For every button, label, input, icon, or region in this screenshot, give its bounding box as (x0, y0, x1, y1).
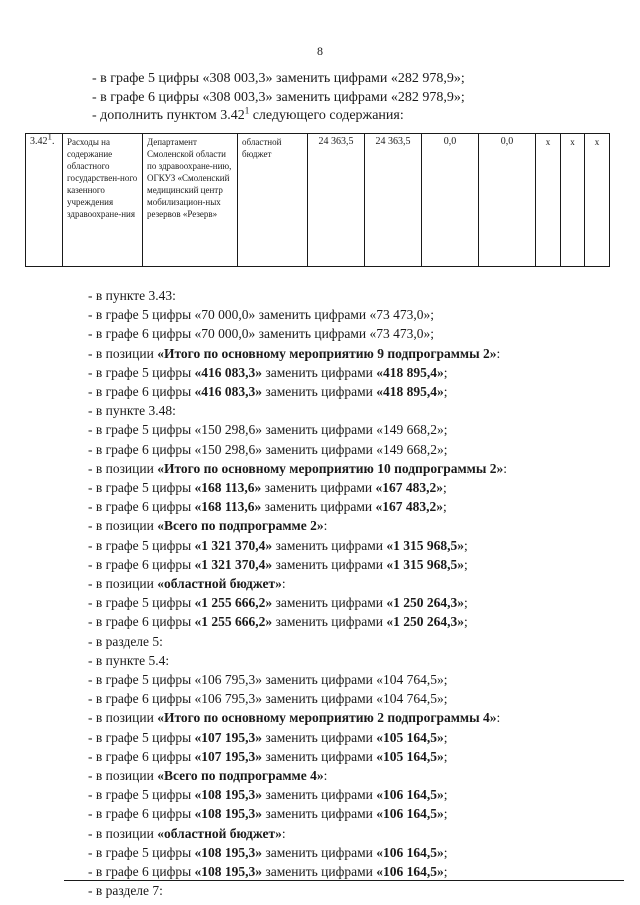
amendment-bold-text: «418 895,4» (376, 384, 444, 400)
amendment-line (88, 843, 618, 862)
amendment-text: - в пункте 3.43: (88, 288, 176, 303)
amendment-bold-text: «105 164,5» (376, 748, 444, 764)
table-row (26, 134, 610, 267)
amendment-text: ; (463, 614, 468, 630)
amendment-text: - в графе 5 цифры «106 795,3» заменить цифрами «104 764,5»; (88, 672, 448, 688)
amendment-bold-text: «107 195,3» (194, 748, 263, 764)
amendment-bold-text: «1 250 264,3» (386, 595, 464, 611)
amendment-bold-text: «108 195,3» (194, 787, 263, 803)
amendment-text: заменить цифрами (262, 787, 377, 803)
amendment-line (88, 497, 618, 516)
amendment-text: - в позиции (88, 710, 158, 726)
amendment-line (88, 305, 618, 324)
amendment-text: - в позиции (88, 576, 158, 592)
amendment-line (88, 478, 618, 497)
amendment-text: - в графе 6 цифры «150 298,6» заменить цифрами «149 668,2»; (88, 441, 448, 457)
amendment-text: заменить цифрами (262, 729, 377, 745)
amendment-text: заменить цифрами (262, 806, 377, 822)
amendment-text: - в графе 5 цифры (88, 364, 195, 380)
amendment-line (88, 363, 618, 382)
footer-divider (64, 880, 624, 881)
amendment-bold-text: «418 895,4» (376, 364, 444, 380)
amendment-line (88, 881, 618, 900)
amendment-line (88, 862, 618, 881)
amendment-line (88, 574, 618, 593)
amendment-line (88, 632, 618, 651)
amendment-bold-text: «Итого по основному мероприятию 9 подпрограммы 2» (157, 345, 497, 361)
amendment-line (88, 324, 618, 343)
amendment-text: заменить цифрами (262, 748, 377, 764)
amendment-text: заменить цифрами (262, 844, 377, 860)
amendment-line (88, 536, 618, 555)
amendment-text: - в графе 6 цифры (88, 748, 195, 764)
amendment-line (88, 440, 618, 459)
amendment-text: - в графе 5 цифры «70 000,0» заменить цифрами «73 473,0»; (88, 307, 434, 323)
amendment-text: ; (443, 864, 448, 880)
amendment-line (88, 593, 618, 612)
amendment-line (88, 766, 618, 785)
amendment-text: ; (443, 806, 448, 822)
cell-funding-source: областной бюджет (238, 134, 308, 267)
amendment-text: заменить цифрами (262, 364, 377, 380)
amendment-text: заменить цифрами (272, 556, 387, 572)
amendment-bold-text: «416 083,3» (194, 364, 263, 380)
amendment-text: ; (443, 748, 448, 764)
inserted-table-row (25, 133, 610, 267)
amendment-text: - в пункте 3.48: (88, 403, 176, 419)
amendment-line (88, 670, 618, 689)
amendment-bold-text: «1 315 968,5» (386, 556, 464, 572)
amendment-text: - в графе 5 цифры (88, 480, 195, 496)
amendment-line (88, 785, 618, 804)
amendment-text: - в позиции (88, 768, 158, 784)
amendment-line (88, 555, 618, 574)
amendment-text: - в графе 5 цифры (88, 537, 195, 553)
intro-line: - в графе 5 цифры «308 003,3» заменить цифрами «282 978,9»; (92, 71, 465, 86)
amendment-bold-text: «106 164,5» (376, 787, 444, 803)
amendment-text: - в графе 6 цифры «106 795,3» заменить цифрами «104 764,5»; (88, 691, 448, 707)
amendment-line (88, 708, 618, 727)
amendment-line (88, 344, 618, 363)
amendment-text: - в графе 6 цифры (88, 384, 195, 400)
amendment-list (88, 286, 618, 901)
amendment-bold-text: «1 250 264,3» (386, 614, 464, 630)
amendment-text: заменить цифрами (272, 537, 387, 553)
cell-year-2: 0,0 (422, 134, 479, 267)
amendment-text: заменить цифрами (261, 480, 376, 496)
amendment-text: - в графе 5 цифры (88, 844, 195, 860)
amendment-text: - в разделе 5: (88, 633, 163, 649)
amendment-text: - в разделе 7: (88, 883, 163, 899)
amendment-line (88, 824, 618, 843)
add-clause-prefix: - дополнить пунктом 3.42 (92, 108, 245, 123)
amendment-bold-text: «1 255 666,2» (194, 614, 273, 630)
amendment-line (88, 747, 618, 766)
amendment-bold-text: «1 321 370,4» (194, 556, 273, 572)
amendment-text: ; (443, 384, 448, 400)
cell-x: x (561, 134, 585, 267)
amendment-line (88, 651, 618, 670)
amendment-text: - в графе 6 цифры (88, 556, 195, 572)
amendment-text: заменить цифрами (262, 384, 377, 400)
amendment-bold-text: «106 164,5» (376, 844, 444, 860)
cell-item-number: 3.42$^1$. (26, 134, 63, 267)
amendment-line (88, 286, 618, 305)
amendment-text: ; (463, 595, 468, 611)
amendment-bold-text: «областной бюджет» (157, 576, 282, 592)
amendment-line (88, 459, 618, 478)
amendment-text: ; (443, 787, 448, 803)
amendment-text: - в графе 5 цифры «150 298,6» заменить цифрами «149 668,2»; (88, 422, 448, 438)
amendment-text: : (323, 518, 328, 534)
cell-executor: Департамент Смоленской области по здравоохране-нию, ОГКУЗ «Смоленский медицинский центр мобилизацион-ных резервов «Резерв» (143, 134, 238, 267)
amendment-text: - в позиции (88, 345, 158, 361)
amendment-text: - в позиции (88, 825, 158, 841)
amendment-bold-text: «167 483,2» (375, 480, 443, 496)
amendment-text: - в позиции (88, 518, 158, 534)
amendment-bold-text: «Всего по подпрограмме 2» (157, 518, 324, 534)
amendment-text: : (323, 768, 328, 784)
amendment-text: ; (443, 480, 447, 496)
amendment-text: ; (443, 844, 448, 860)
amendment-text: - в графе 6 цифры (88, 864, 195, 880)
amendment-text: - в позиции (88, 460, 158, 476)
add-clause-superscript: 1 (244, 105, 250, 116)
page-number: 8 (317, 44, 323, 58)
amendment-text: - в графе 6 цифры (88, 499, 195, 515)
amendment-text: - в графе 5 цифры (88, 787, 195, 803)
cell-total: 24 363,5 (308, 134, 365, 267)
amendment-line (88, 612, 618, 631)
amendment-text: : (496, 345, 501, 361)
amendment-bold-text: «106 164,5» (376, 806, 444, 822)
amendment-line (88, 804, 618, 823)
amendment-text: заменить цифрами (272, 595, 387, 611)
amendment-bold-text: «108 195,3» (194, 806, 263, 822)
cell-year-1: 24 363,5 (365, 134, 422, 267)
intro-line: - в графе 6 цифры «308 003,3» заменить цифрами «282 978,9»; (92, 89, 465, 105)
amendment-text: - в графе 6 цифры «70 000,0» заменить цифрами «73 473,0»; (88, 326, 434, 342)
cell-year-3: 0,0 (479, 134, 536, 267)
amendment-bold-text: «Итого по основному мероприятию 2 подпрограммы 4» (157, 710, 497, 726)
amendment-line (88, 420, 618, 439)
amendment-bold-text: «областной бюджет» (157, 825, 282, 841)
amendment-bold-text: «167 483,2» (375, 499, 443, 515)
amendment-bold-text: «1 315 968,5» (386, 537, 464, 553)
amendment-text: заменить цифрами (262, 864, 377, 880)
amendment-bold-text: «106 164,5» (376, 864, 444, 880)
amendment-text: : (496, 710, 501, 726)
amendment-bold-text: «416 083,3» (194, 384, 263, 400)
add-clause-line (92, 107, 612, 126)
amendment-text: - в графе 5 цифры (88, 595, 195, 611)
amendment-line (88, 516, 618, 535)
amendment-line (88, 401, 618, 420)
amendment-bold-text: «Всего по подпрограмме 4» (157, 768, 324, 784)
amendment-text: : (281, 576, 286, 592)
amendment-bold-text: «1 255 666,2» (194, 595, 273, 611)
amendment-text: заменить цифрами (272, 614, 387, 630)
amendment-line (88, 728, 618, 747)
amendment-bold-text: «Итого по основному мероприятию 10 подпрограммы 2» (157, 460, 504, 476)
amendment-text: ; (443, 729, 448, 745)
amendment-text: - в пункте 5.4: (88, 652, 170, 668)
intro-block (92, 70, 612, 126)
amendment-line (88, 382, 618, 401)
amendment-text: ; (443, 364, 448, 380)
amendment-text: : (503, 460, 508, 476)
add-clause-suffix: следующего содержания: (249, 108, 404, 123)
amendment-text: - в графе 6 цифры (88, 614, 195, 630)
amendment-bold-text: «1 321 370,4» (194, 537, 273, 553)
amendment-text: ; (463, 556, 468, 572)
amendment-text: ; (443, 499, 447, 515)
amendment-text: заменить цифрами (261, 499, 376, 515)
cell-x: x (585, 134, 610, 267)
amendment-text: - в графе 6 цифры (88, 806, 195, 822)
amendment-bold-text: «108 195,3» (194, 864, 263, 880)
cell-x: x (536, 134, 561, 267)
cell-description: Расходы на содержание областного государствен-ного казенного учреждения здравоохране-ния (63, 134, 143, 267)
amendment-text: - в графе 5 цифры (88, 729, 195, 745)
amendment-bold-text: «107 195,3» (194, 729, 263, 745)
amendment-text: ; (463, 537, 468, 553)
amendment-bold-text: «168 113,6» (194, 480, 262, 496)
amendment-bold-text: «168 113,6» (194, 499, 262, 515)
amendment-line (88, 689, 618, 708)
amendment-bold-text: «108 195,3» (194, 844, 263, 860)
amendment-bold-text: «105 164,5» (376, 729, 444, 745)
amendment-text: : (281, 825, 286, 841)
